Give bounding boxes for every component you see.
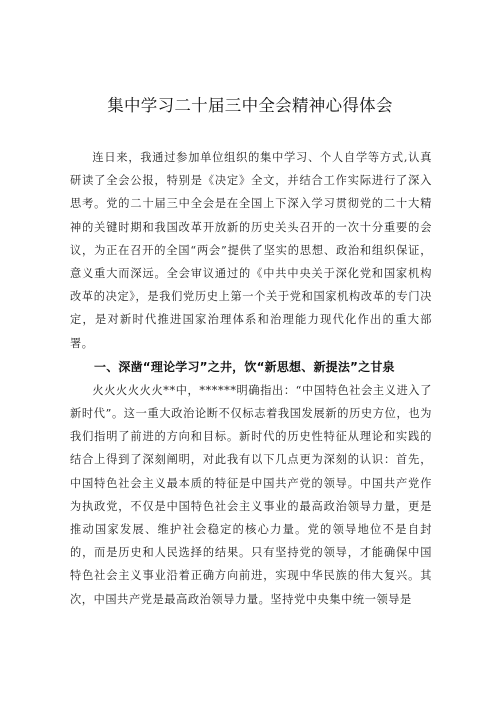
section-heading-1: 一、深凿“理论学习”之井，饮“新思想、新提法”之甘泉 — [94, 359, 395, 374]
document-body — [70, 146, 432, 611]
intro-paragraph: 连日来，我通过参加单位组织的集中学习、个人自学等方式,认真研读了全会公报，特别是《决定》全文，并结合工作实际进行了深入思考。党的二十届三中全会是在全国上下深入学习贯彻党的二十大精神的关键时期和我国改革开放新的历史关头召开的一次十分重要的会议，为正在召开的全国“两会”提供了坚实的思想、政治和组织保证，意义重大而深远。全会审议通过的《中共中央关于深化党和国家机构改革的决定》，是我们党历史上第一个关于党和国家机构改革的专门决定，是对新时代推进国家治理体系和治理能力现代化作出的重大部署。 — [70, 151, 432, 350]
document-title: 集中学习二十届三中全会精神心得体会 — [107, 96, 393, 115]
section-1-paragraph: 火火火火火火**中，******明确指出：“中国特色社会主义进入了新时代”。这一重大政治论断不仅标志着我国发展新的历史方位，也为我们指明了前进的方向和目标。新时代的历史性特征从理论和实践的结合上得到了深刻阐明，对此我有以下几点更为深刻的认识：首先，中国特色社会主义最本质的特征是中国共产党的领导。中国共产党作为执政党，不仅是中国特色社会主义事业的最高政治领导力量，更是推动国家发展、维护社会稳定的核心力量。党的领导地位不是自封的，而是历史和人民选择的结果。只有坚持党的领导，才能确保中国特色社会主义事业沿着正确方向前进，实现中华民族的伟大复兴。其次，中国共产党是最高政治领导力量。坚持党中央集中统一领导是 — [70, 383, 432, 606]
